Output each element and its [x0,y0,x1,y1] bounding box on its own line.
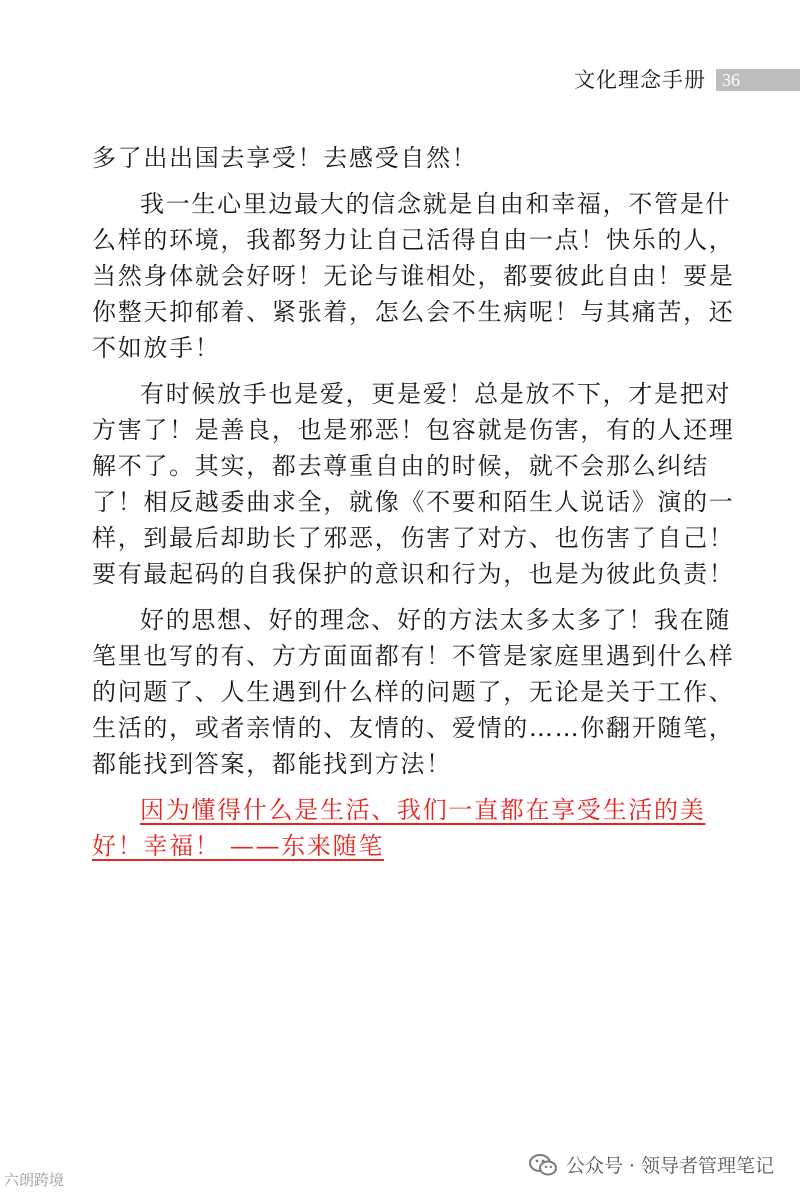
quote-text: 好！幸福！ ——东来随笔 [92,832,385,860]
page-header [574,66,800,94]
quote-line [92,792,710,828]
text-line: 生活的，或者亲情的、友情的、爱情的……你翻开随笔， [92,714,735,742]
footer [0,1138,800,1198]
text-line: 解不了。其实，都去尊重自由的时候，就不会那么纠结 [92,452,709,480]
text-line: 的问题了、人生遇到什么样的问题了，无论是关于工作、 [92,678,735,706]
wechat-attribution [528,1151,774,1178]
text-line: 我一生心里边最大的信念就是自由和幸福，不管是什 [140,190,732,218]
wechat-icon [528,1153,558,1177]
corner-watermark-text: 六朗跨境 [4,1171,65,1189]
page-number-tab [716,69,800,91]
quote-text: 因为懂得什么是生活、我们一直都在享受生活的美 [140,796,706,824]
body-text [92,140,735,864]
quote-line [92,828,710,864]
text-line: 了！相反越委曲求全，就像《不要和陌生人说话》演的一 [92,488,735,516]
book-title: 文化理念手册 [574,68,706,92]
text-line: 要有最起码的自我保护的意识和行为，也是为彼此负责！ [92,560,735,588]
text-line: 好的思想、好的理念、好的方法太多太多了！我在随 [140,606,732,634]
text-line: 你整天抑郁着、紧张着，怎么会不生病呢！与其痛苦，还 [92,298,735,326]
text-line: 不如放手！ [92,334,221,362]
text-line: 样，到最后却助长了邪恶，伤害了对方、也伤害了自己！ [92,524,735,552]
text-line: 都能找到答案，都能找到方法！ [92,750,452,778]
text-line: 有时候放手也是爱，更是爱！总是放不下，才是把对 [140,380,732,408]
page-number: 36 [722,69,740,90]
wechat-label: 公众号 · 领导者管理笔记 [565,1155,774,1177]
text-line: 方害了！是善良，也是邪恶！包容就是伤害，有的人还理 [92,416,735,444]
text-line: 么样的环境，我都努力让自己活得自由一点！快乐的人， [92,226,735,254]
text-line: 多了出出国去享受！去感受自然！ [92,144,478,172]
text-line: 笔里也写的有、方方面面都有！不管是家庭里遇到什么样 [92,642,735,670]
text-line: 当然身体就会好呀！无论与谁相处，都要彼此自由！要是 [92,262,735,290]
corner-watermark [4,1169,64,1190]
